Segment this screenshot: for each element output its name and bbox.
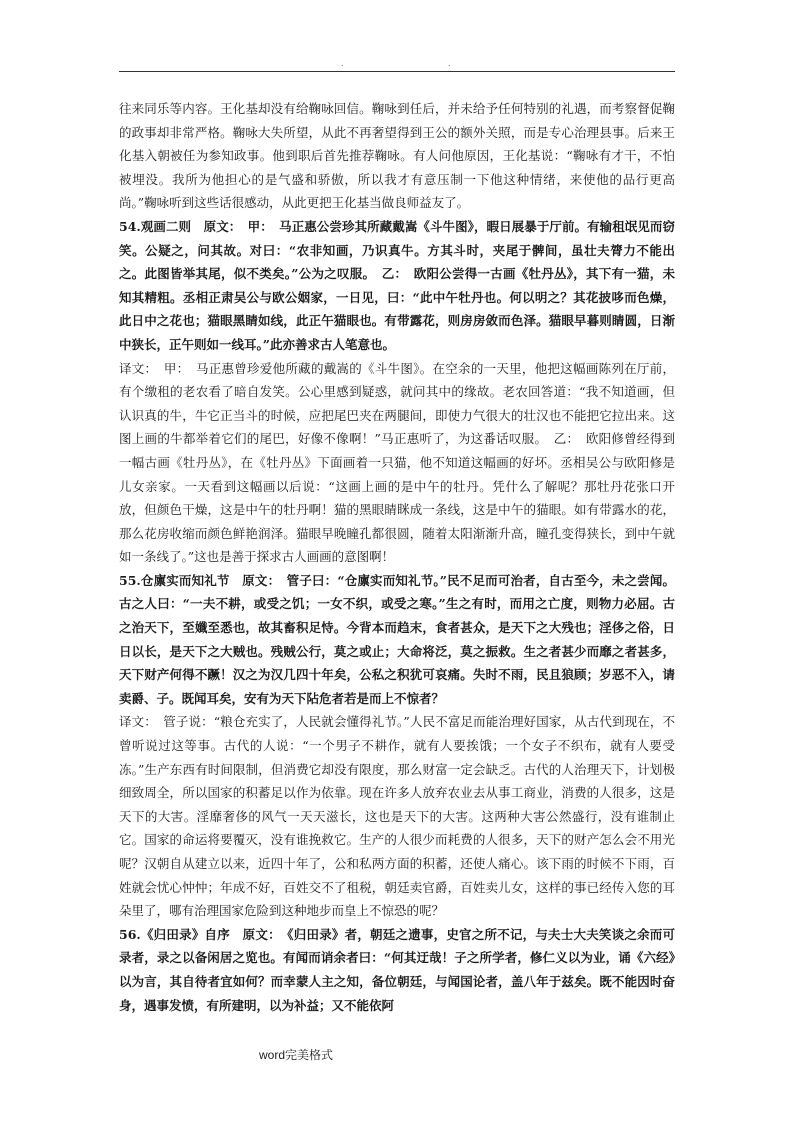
paragraph-continuation: 往来同乐等内容。王化基却没有给鞠咏回信。鞠咏到任后，并未给予任何特别的礼遇，而考察督促鞠的政事却非常严格。鞠咏大失所望，从此不再奢望得到王公的额外关照，而是专心治理县事。后来王化基入朝被任为参知政事。他到职后首先推荐鞠咏。有人问他原因，王化基说：“鞠咏有才干，不怕被埋没。我所为他担心的是气盛和骄傲，所以我才有意压制一下他这种情绪，来使他的品行更高尚。”鞠咏听到这些话很感动，从此更把王化基当做良师益友了。 <box>119 101 675 211</box>
paragraph-55-translation: 译文： 管子说：“粮仓充实了，人民就会懂得礼节。”人民不富足而能治理好国家，从古代到现在，不曾听说过这等事。古代的人说：“一个男子不耕作，就有人要挨饿；一个女子不织布，就有人要受冻。”生产东西有时间限制，但消费它却没有限度，那么财富一定会缺乏。古代的人治理天下，计划极细致周全，所以国家的积蓄足以作为依靠。现在许多人放弃农业去从事工商业，消费的人很多，这是天下的大害。淫靡奢侈的风气一天天滋长，这也是天下的大害。这两种大害公然盛行，没有谁制止它。国家的命运将要覆灭，没有谁挽救它。生产的人很少而耗费的人很多，天下的财产怎么会不用光呢？汉朝自从建立以来，近四十年了，公和私两方面的积蓄，还使人痛心。该下雨的时候不下雨，百姓就会忧心忡忡；年成不好，百姓交不了租税，朝廷卖官爵，百姓卖儿女，这样的事已经传入您的耳朵里了，哪有治理国家危险到这种地步而皇上不惊恐的呢？ <box>119 714 675 919</box>
header-rule <box>119 71 675 72</box>
document-body <box>119 97 675 1017</box>
paragraph-55-original: 55.仓廪实而知礼节 原文： 管子曰：“仓廪实而知礼节。”民不足而可治者，自古至今，未之尝闻。古之人曰：“一夫不耕，或受之饥；一女不织，或受之寒。”生之有时，而用之亡度，则物力必屈。古之治天下，至孅至悉也，故其畜积足恃。今背本而趋末，食者甚众，是天下之大残也；淫侈之俗，日日以长，是天下之大贼也。残贼公行，莫之或止；大命将泛，莫之振救。生之者甚少而靡之者甚多，天下财产何得不蹶！汉之为汉几四十年矣，公私之积犹可哀痛。失时不雨，民且狼顾；岁恶不入，请卖爵、子。既闻耳矣，安有为天下阽危者若是而上不惊者？ <box>119 572 675 706</box>
paragraph-54-original: 54.观画二则 原文： 甲： 马正惠公尝珍其所藏戴嵩《斗牛图》，暇日展暴于厅前。有输租氓见而窃笑。公疑之，问其故。对曰：“农非知画，乃识真牛。方其斗时，夹尾于髀间，虽壮夫膂力不能出之。此图皆举其尾，似不类矣。”公为之叹服。 乙： 欧阳公尝得一古画《牡丹丛》，其下有一猫，未知其精粗。丞相正肃吴公与欧公姻家，一日见，曰：“此中午牡丹也。何以明之？其花披哆而色燥，此日中之花也；猫眼黑睛如线，此正午猫眼也。有带露花，则房房敛而色泽。猫眼早暮则睛圆，日渐中狭长，正午则如一线耳。”此亦善求古人笔意也。 <box>119 218 675 352</box>
page-header <box>119 58 675 70</box>
page-footer: word完美格式 <box>259 1048 334 1062</box>
paragraph-56-original: 56.《归田录》自序 原文： 《归田录》者，朝廷之遗事，史官之所不记，与夫士大夫笑谈之余而可录者，录之以备闲居之览也。有闻而诮余者曰：“何其迂哉！子之所学者，修仁义以为业，诵《六经》以为言，其自待者宜如何？而幸蒙人主之知，备位朝廷，与闻国论者，盖八年于兹矣。既不能因时奋身，遇事发愤，有所建明，以为补益；又不能依阿 <box>119 926 675 1013</box>
header-mark-left: . <box>341 59 344 68</box>
header-mark-right: . <box>448 59 451 68</box>
paragraph-54-translation: 译文： 甲： 马正惠曾珍爱他所藏的戴嵩的《斗牛图》。在空余的一天里，他把这幅画陈列在厅前，有个缴租的老农看了暗自发笑。公心里感到疑惑，就问其中的缘故。老农回答道：“我不知道画，但认识真的牛，牛它正当斗的时候，应把尾巴夹在两腿间，即使力气很大的壮汉也不能把它拉出来。这图上画的牛都举着它们的尾巴，好像不像啊！”马正惠听了，为这番话叹服。 乙： 欧阳修曾经得到一幅古画《牡丹丛》，在《牡丹丛》下面画着一只猫，他不知道这幅画的好坏。丞相吴公与欧阳修是儿女亲家。一天看到这幅画以后说：“这画上画的是中午的牡丹。凭什么了解呢？那牡丹花张口开放，但颜色干燥，这是中午的牡丹啊！猫的黑眼睛眯成一条线，这是中午的猫眼。如有带露水的花，那么花房收缩而颜色鲜艳润泽。猫眼早晚瞳孔都很圆，随着太阳渐渐升高，瞳孔变得狭长，到中午就如一条线了。”这也是善于探求古人画画的意图啊！ <box>119 360 675 565</box>
